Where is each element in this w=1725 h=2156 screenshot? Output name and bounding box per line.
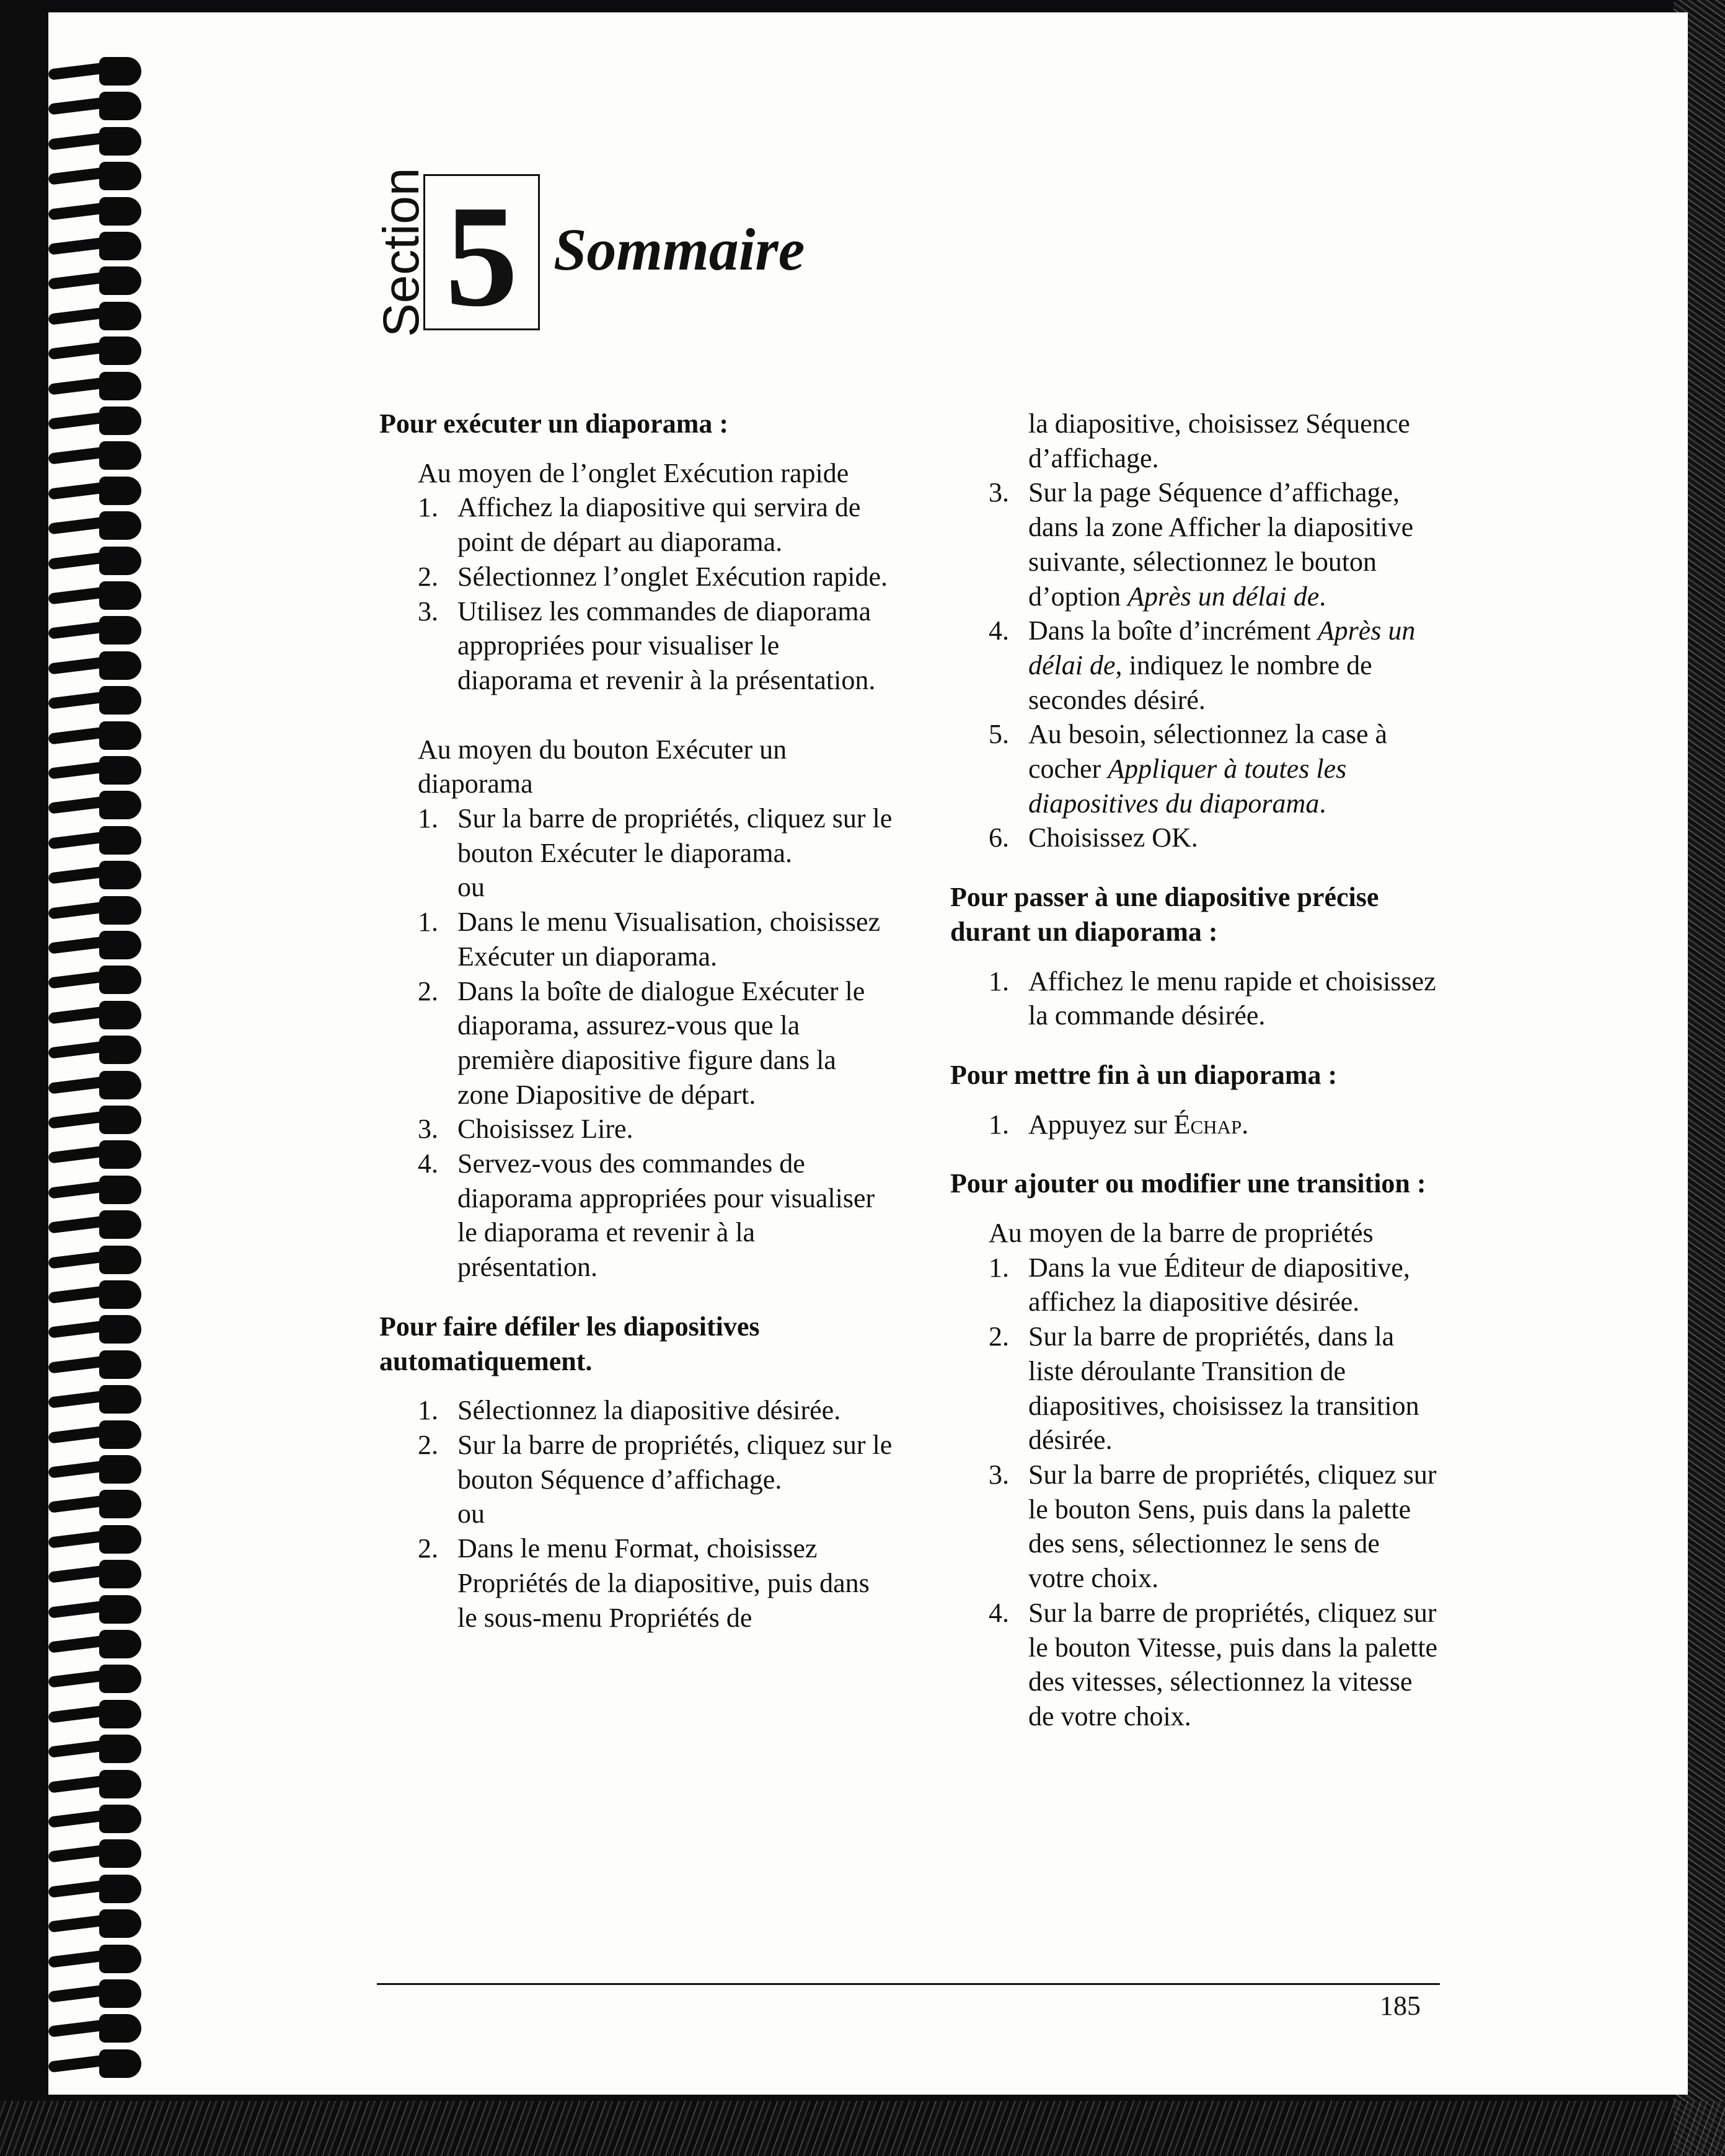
spiral-coil (48, 1174, 148, 1212)
list-item: 4. Dans la boîte d’incrément Après un délai de, indiquez le nombre de secondes désiré. (989, 615, 1416, 715)
list-item: 1. Affichez la diapositive qui servira de point de départ au diaporama. (418, 492, 861, 558)
spiral-coil (48, 265, 148, 302)
spiral-coil (48, 1209, 148, 1246)
spiral-coil (48, 825, 148, 862)
key-name: Échap (1173, 1109, 1242, 1140)
list-item: 1. Dans la vue Éditeur de diapositive, affichez la diapositive désirée. (989, 1252, 1410, 1318)
spiral-coil (48, 1594, 148, 1631)
list-item: 3. Sur la page Séquence d’affichage, dans la zone Afficher la diapositive suivante, sélectionnez le bouton d’option Après un délai de. (989, 477, 1414, 612)
list-item: 4. Sur la barre de propriétés, cliquez sur le bouton Vitesse, puis dans la palette des vitesses, sélectionnez la vitesse de votre choix. (989, 1597, 1438, 1731)
spiral-coil (48, 1559, 148, 1596)
continued-text: la diapositive, choisissez Séquence d’affichage. (1028, 408, 1410, 473)
list-item: 3. Sur la barre de propriétés, cliquez sur le bouton Sens, puis dans la palette des sens, sélectionnez le sens de votre choix. (989, 1459, 1437, 1594)
steps-run-menu (418, 905, 894, 1285)
spiral-coil (48, 580, 148, 617)
method-property-bar-intro: Au moyen de la barre de propriétés (989, 1218, 1374, 1249)
spiral-coil (48, 1454, 148, 1491)
heading-run-slideshow: Pour exécuter un diaporama : (379, 408, 728, 439)
spiral-coil (48, 1699, 148, 1736)
spiral-coil (48, 1629, 148, 1666)
footer-rule (377, 1983, 1440, 1985)
list-item: 1. Affichez le menu rapide et choisissez la commande désirée. (989, 966, 1436, 1031)
page-title: Sommaire (554, 216, 805, 283)
spiral-coil (48, 545, 148, 583)
list-item: 1. Dans le menu Visualisation, choisissez Exécuter un diaporama. (418, 907, 881, 972)
spiral-coil (48, 930, 148, 967)
spiral-coil (48, 685, 148, 722)
section-label: Section (373, 167, 430, 338)
spiral-coil (48, 1943, 148, 1981)
spiral-coil (48, 964, 148, 1001)
spiral-coil (48, 1314, 148, 1351)
spiral-coil (48, 720, 148, 757)
spiral-coil (48, 1978, 148, 2015)
steps-transition (989, 1251, 1440, 1734)
book-page (48, 12, 1688, 2095)
spiral-coil (48, 790, 148, 827)
spiral-coil (48, 1663, 148, 1701)
spiral-coil (48, 196, 148, 233)
list-item: 1. Sélectionnez la diapositive désirée. (418, 1395, 841, 1426)
list-item: 2. Dans le menu Format, choisissez Propriétés de la diapositive, puis dans le sous-menu Propriétés de (418, 1533, 870, 1633)
list-item: 6. Choisissez OK. (989, 822, 1198, 853)
spiral-coil (48, 1384, 148, 1421)
spiral-coil (48, 1873, 148, 1911)
steps-auto-advance-alt (418, 1531, 894, 1635)
spiral-coil (48, 1104, 148, 1142)
spiral-coil (48, 510, 148, 547)
spiral-coil (48, 440, 148, 477)
spiral-coil (48, 371, 148, 408)
page-number: 185 (1380, 1991, 1421, 2021)
method-button-intro: Au moyen du bouton Exécuter un diaporama (418, 734, 787, 799)
steps-go-to-slide (989, 964, 1440, 1033)
spiral-coil (48, 301, 148, 338)
spiral-coil (48, 1244, 148, 1282)
list-item: 3. Utilisez les commandes de diaporama appropriées pour visualiser le diaporama et revenir à la présentation. (418, 596, 876, 695)
spiral-coil (48, 1070, 148, 1107)
spiral-coil (48, 1349, 148, 1386)
heading-transition: Pour ajouter ou modifier une transition : (950, 1168, 1426, 1199)
spiral-coil (48, 126, 148, 163)
heading-auto-advance: Pour faire défiler les diapositives automatiquement. (379, 1311, 760, 1376)
steps-run-button (418, 801, 894, 870)
spiral-coil (48, 1524, 148, 1561)
spiral-coil (48, 1838, 148, 1875)
steps-auto-advance (418, 1393, 894, 1497)
list-item: 2. Sur la barre de propriétés, dans la liste déroulante Transition de diapositives, choisissez la transition désirée. (989, 1321, 1419, 1456)
spiral-coil (48, 2013, 148, 2050)
spiral-coil (48, 1034, 148, 1071)
list-item: 4. Servez-vous des commandes de diaporama appropriées pour visualiser le diaporama et revenir à la présentation. (418, 1148, 875, 1283)
list-item: 5. Au besoin, sélectionnez la case à cocher Appliquer à toutes les diapositives du diaporama. (989, 719, 1388, 819)
spiral-coil (48, 1908, 148, 1945)
spiral-coil (48, 90, 148, 128)
right-column (950, 407, 1440, 1734)
list-item: 1. Sur la barre de propriétés, cliquez sur le bouton Exécuter le diaporama. (418, 803, 893, 868)
spiral-coil (48, 895, 148, 932)
spiral-coil (48, 335, 148, 372)
spiral-binding (48, 56, 148, 2119)
method-quick-tab-intro: Au moyen de l’onglet Exécution rapide (418, 457, 849, 488)
spiral-coil (48, 405, 148, 442)
list-item: 3. Choisissez Lire. (418, 1114, 633, 1145)
spiral-coil (48, 56, 148, 93)
spiral-coil (48, 1733, 148, 1771)
list-item: 1. Appuyez sur Échap. (989, 1109, 1249, 1140)
spiral-coil (48, 1139, 148, 1176)
spiral-coil (48, 161, 148, 198)
spiral-coil (48, 755, 148, 792)
steps-quick-tab (418, 490, 894, 697)
spiral-coil (48, 1803, 148, 1841)
list-item: 2. Sur la barre de propriétés, cliquez sur le bouton Séquence d’affichage. (418, 1429, 893, 1495)
list-item: 2. Dans la boîte de dialogue Exécuter le diaporama, assurez-vous que la première diapositive figure dans la zone Diapositive de départ. (418, 975, 865, 1110)
spiral-coil (48, 1419, 148, 1456)
scan-border-bottom (0, 2101, 1725, 2156)
steps-end-slideshow (989, 1107, 1440, 1142)
spiral-coil (48, 615, 148, 652)
spiral-coil (48, 650, 148, 687)
spiral-coil (48, 2048, 148, 2085)
heading-go-to-slide: Pour passer à une diapositive précise durant un diaporama : (950, 882, 1379, 947)
section-number-box (423, 174, 540, 337)
spiral-coil (48, 1000, 148, 1037)
section-number: 5 (445, 175, 518, 337)
spiral-coil (48, 231, 148, 268)
spiral-coil (48, 1279, 148, 1316)
list-item: 2. Sélectionnez l’onglet Exécution rapide. (418, 561, 888, 592)
spiral-coil (48, 1489, 148, 1526)
spiral-coil (48, 1769, 148, 1806)
spiral-coil (48, 860, 148, 897)
heading-end-slideshow: Pour mettre fin à un diaporama : (950, 1059, 1338, 1090)
or-separator: ou (457, 1498, 485, 1529)
or-separator: ou (457, 872, 485, 903)
spiral-coil (48, 475, 148, 513)
steps-auto-advance-continued (989, 475, 1440, 855)
left-column (379, 407, 894, 1635)
